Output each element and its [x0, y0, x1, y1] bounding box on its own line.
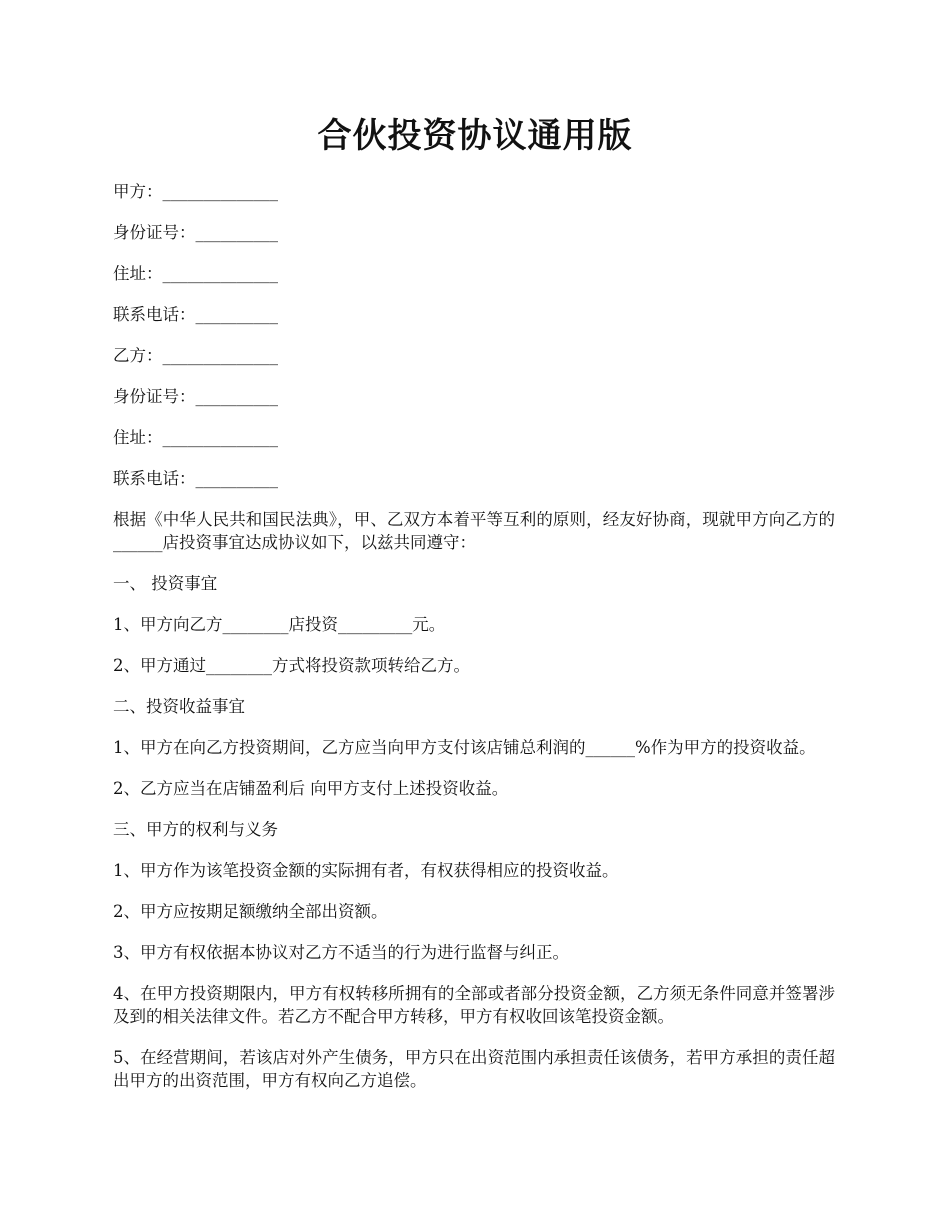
clause-paragraph: 1、甲方作为该笔投资金额的实际拥有者，有权获得相应的投资收益。 — [113, 861, 619, 880]
clause-paragraph: 3、甲方有权依据本协议对乙方不适当的行为进行监督与纠正。 — [113, 943, 569, 962]
clause-paragraph: 2、乙方应当在店铺盈利后 向甲方支付上述投资收益。 — [113, 779, 509, 798]
clause-paragraph: 4、在甲方投资期限内，甲方有权转移所拥有的全部或者部分投资金额，乙方须无条件同意并签署涉及到的相关法律文件。若乙方不配合甲方转移，甲方有权收回该笔投资金额。 — [113, 984, 835, 1026]
party-a-name-line: 甲方：______________ — [113, 182, 278, 201]
party-b-id-line: 身份证号：__________ — [113, 387, 278, 406]
party-a-phone-line: 联系电话：__________ — [113, 305, 278, 324]
section-heading: 二、投资收益事宜 — [113, 697, 245, 716]
clause-paragraph: 2、甲方应按期足额缴纳全部出资额。 — [113, 902, 388, 921]
party-b-phone-line: 联系电话：__________ — [113, 469, 278, 488]
party-b-name-line: 乙方：______________ — [113, 346, 278, 365]
clause-paragraph: 1、甲方在向乙方投资期间，乙方应当向甲方支付该店铺总利润的______%作为甲方的投资收益。 — [113, 738, 816, 757]
party-a-address-line: 住址：______________ — [113, 264, 278, 283]
section-heading: 三、甲方的权利与义务 — [113, 820, 278, 839]
party-a-id-line: 身份证号：__________ — [113, 223, 278, 242]
preamble-paragraph: 根据《中华人民共和国民法典》，甲、乙双方本着平等互利的原则，经友好协商，现就甲方向乙方的______店投资事宜达成协议如下，以兹共同遵守： — [113, 510, 835, 552]
document-title: 合伙投资协议通用版 — [317, 116, 633, 156]
section-heading: 一、 投资事宜 — [113, 574, 218, 593]
clause-paragraph: 1、甲方向乙方________店投资_________元。 — [113, 615, 446, 634]
party-b-address-line: 住址：______________ — [113, 428, 278, 447]
clause-paragraph: 2、甲方通过________方式将投资款项转给乙方。 — [113, 656, 470, 675]
clause-paragraph: 5、在经营期间，若该店对外产生债务，甲方只在出资范围内承担责任该债务，若甲方承担的责任超出甲方的出资范围，甲方有权向乙方追偿。 — [113, 1048, 835, 1090]
document-body — [113, 180, 835, 1110]
